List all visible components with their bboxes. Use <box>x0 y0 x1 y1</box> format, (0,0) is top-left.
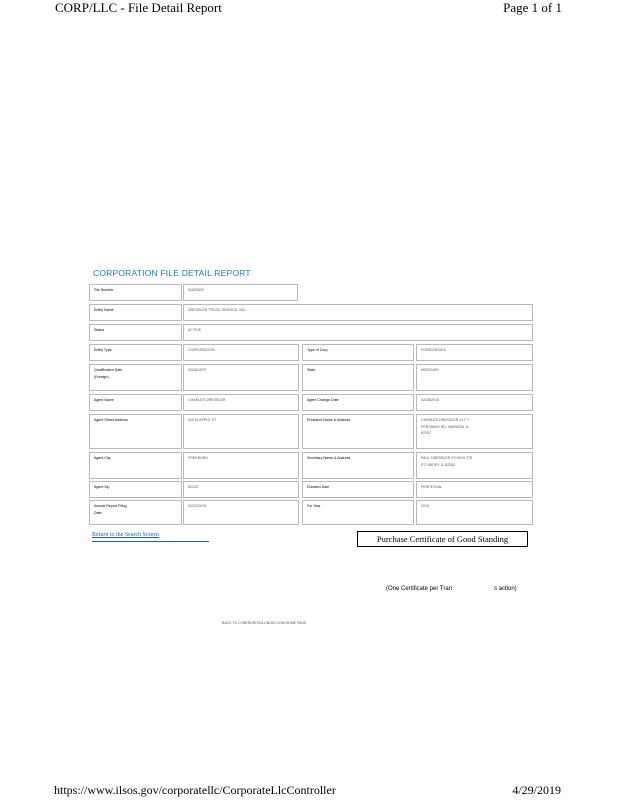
entity-name-label: Entity Name <box>89 304 182 321</box>
status-value: ACTIVE <box>183 324 533 341</box>
duration-date-value: PERPETUAL <box>416 481 533 498</box>
secretary-address-line2: ST LIBORY, IL 62282 <box>421 462 456 467</box>
qualification-date-value: 02/26/1979 <box>183 364 299 391</box>
qualification-date-label-line2: (Foreign) <box>94 374 109 379</box>
for-year-label: For Year <box>302 500 414 525</box>
president-name-address-label: President Name & Address <box>302 414 414 449</box>
for-year-value: 2019 <box>416 500 533 525</box>
state-label: State <box>302 364 414 391</box>
qualification-date-label-line1: Qualification Date <box>94 368 123 372</box>
secretary-name-address-label: Secretary Name & Address <box>302 452 414 479</box>
agent-zip-label: Agent Zip <box>89 481 182 498</box>
entity-type-value: CORPORATION <box>183 344 299 361</box>
agent-change-date-label: Agent Change Date <box>302 394 414 411</box>
file-number-label: File Number <box>89 284 182 301</box>
annual-report-label-line1: Annual Report Filing <box>94 504 127 508</box>
agent-city-label: Agent City <box>89 452 182 479</box>
agent-zip-value: 62243 <box>183 481 299 498</box>
agent-change-date-value: 02/28/2018 <box>416 394 533 411</box>
report-title: CORPORATION FILE DETAIL REPORT <box>93 268 251 278</box>
annual-report-label-line2: Date <box>94 510 102 515</box>
print-header-title: CORP/LLC - File Detail Report <box>55 0 222 15</box>
file-number-value: 51652597 <box>183 284 298 301</box>
certificate-note-part1: (One Certificate per Tran <box>386 586 453 592</box>
certificate-note-part2: s action) <box>494 586 517 592</box>
president-address-line2: PERSHING RD. MARISSA, IL <box>421 424 470 429</box>
agent-street-address-value: 419 W APPLE ST <box>183 414 299 449</box>
return-link-underline <box>92 541 209 542</box>
agent-city-value: FREEBURG <box>183 452 299 479</box>
agent-name-value: CHARLES DRESSLER <box>183 394 299 411</box>
state-value: MISSOURI <box>416 364 533 391</box>
return-to-search-link[interactable]: Return to the Search Screen <box>92 532 159 538</box>
entity-type-label: Entity Type <box>89 344 182 361</box>
agent-name-label: Agent Name <box>89 394 182 411</box>
agent-street-address-label: Agent Street Address <box>89 414 182 449</box>
entity-name-value: DRESSLER TRUCK SERVICE, INC. <box>183 304 533 321</box>
status-label: Status <box>89 324 182 341</box>
print-header-page-number: Page 1 of 1 <box>503 0 562 15</box>
purchase-certificate-button[interactable]: Purchase Certificate of Good Standing <box>357 531 528 547</box>
type-of-corp-value: FOREIGN BCA <box>416 344 533 361</box>
qualification-date-label <box>89 364 182 391</box>
president-name-address-value <box>416 414 533 449</box>
duration-date-label: Duration Date <box>302 481 414 498</box>
secretary-address-line1: PAUL DRESSLER PO BOX 375 <box>421 456 473 460</box>
type-of-corp-label: Type of Corp <box>302 344 414 361</box>
president-address-line1: CHARLES DRESSLER 417 ** <box>421 418 470 422</box>
print-footer-date: 4/29/2019 <box>512 783 561 797</box>
secretary-name-address-value <box>416 452 533 479</box>
print-footer-url: https://www.ilsos.gov/corporatellc/CorporateLlcController <box>54 783 336 797</box>
president-address-line3: 62257 <box>421 431 431 436</box>
annual-report-filing-date-value: 01/31/2019 <box>183 500 299 525</box>
annual-report-filing-date-label <box>89 500 182 525</box>
back-to-home-link[interactable]: BACK TO CYBERDRIVEILLINOIS.COM HOME PAGE <box>222 621 307 625</box>
